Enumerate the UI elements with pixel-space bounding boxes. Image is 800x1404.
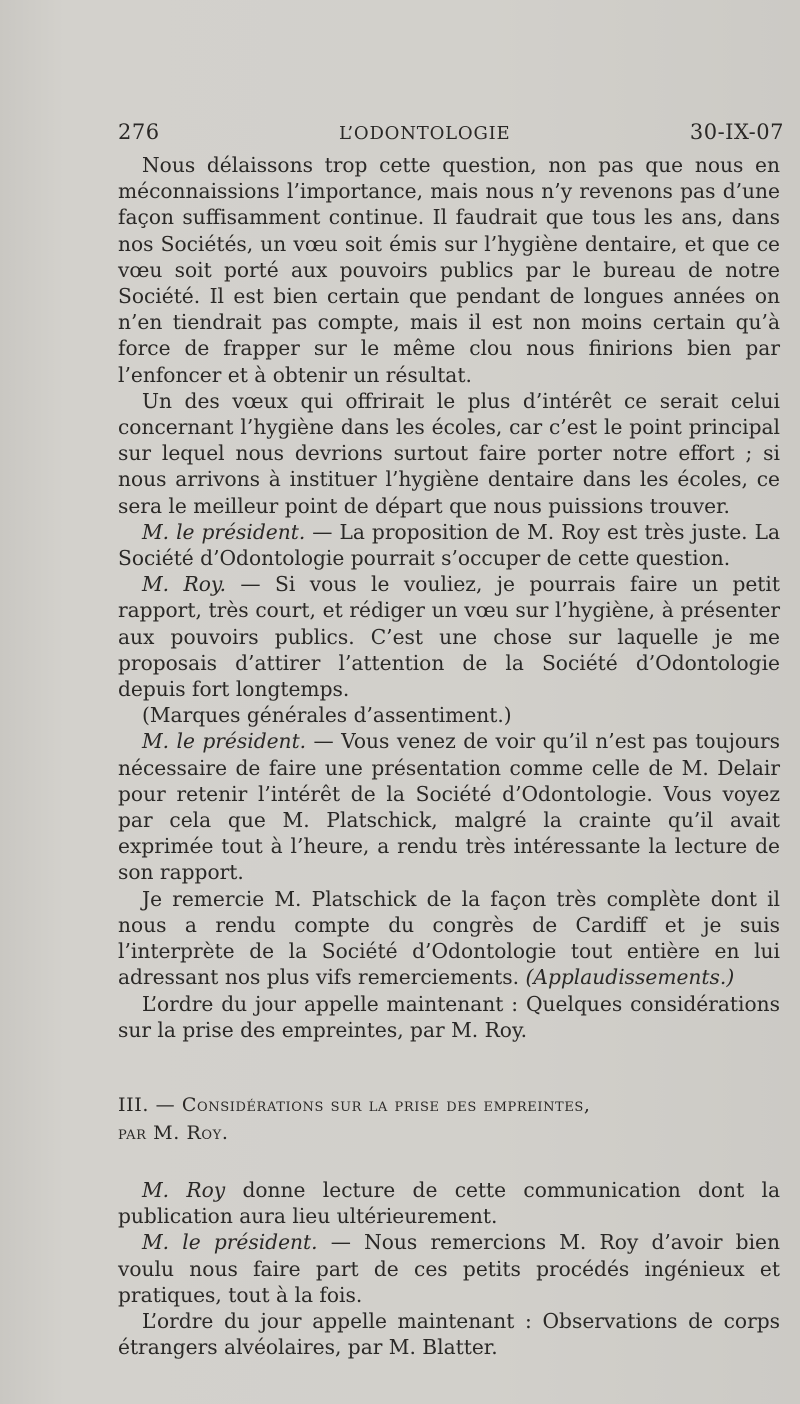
paragraph: M. Roy. — Si vous le vouliez, je pourrais faire un petit rapport, très court, et rédiger un vœu sur l’hygiène, à présenter aux pouvoirs publics. C’est une chose sur laquelle je me proposais d’attirer l’attention de la Société d’Odontologie depuis fort longtemps. — [118, 572, 780, 702]
paragraph: M. le président. — Vous venez de voir qu’il n’est pas toujours nécessaire de faire une présentation comme celle de M. Delair pour retenir l’intérêt de la Société d’Odontologie. Vous voyez par cela que M. Platschick, malgré la crainte qu’il avait exprimée tout à l’heure, a rendu très intéressante la lecture de son rapport. — [118, 729, 780, 885]
issue-date: 30-IX-07 — [689, 120, 784, 144]
section-heading-line2: par M. Roy. — [118, 1121, 229, 1144]
paragraph: Nous délaissons trop cette question, non pas que nous en méconnaissions l’importance, mais nous n’y revenons pas d’une façon suffisamment continue. Il faudrait que tous les ans, dans nos Sociétés, un vœu soit émis sur l’hygiène dentaire, et que ce vœu soit porté aux pouvoirs publics par le bureau de notre Société. Il est bien certain que pendant de longues années on n’en tiendrait pas compte, mais il est non moins certain qu’à force de frapper sur le même clou nous finirions bien par l’enfoncer et à obtenir un résultat. — [118, 153, 780, 387]
page-number: 276 — [118, 120, 160, 144]
paragraph: Un des vœux qui offrirait le plus d’intérêt ce serait celui concernant l’hygiène dans les écoles, car c’est le point principal sur lequel nous devrions surtout faire porter notre effort ; si nous arrivons à instituer l’hygiène dentaire dans les écoles, ce sera le meilleur point de départ que nous puissions trouver. — [118, 388, 780, 518]
paragraph: Je remercie M. Platschick de la façon très complète dont il nous a rendu compte du congrès de Cardiff et je suis l’interprète de la Société d’Odontologie tout entière en lui adressant nos plus vifs remerciements. (Applaudissements.) — [118, 886, 780, 990]
paragraph: L’ordre du jour appelle maintenant : Observations de corps étrangers alvéolaires, par M. Blatter. — [118, 1308, 780, 1360]
paragraph: M. le président. — La proposition de M. Roy est très juste. La Société d’Odontologie pourrait s’occuper de cette question. — [118, 519, 781, 571]
paragraph: M. Roy donne lecture de cette communication dont la publication aura lieu ultérieurement. — [118, 1177, 780, 1229]
section-heading — [118, 1091, 780, 1147]
paragraph: M. le président. — Nous remercions M. Roy d’avoir bien voulu nous faire part de ces petits procédés ingénieux et pratiques, tout à la fois. — [118, 1230, 780, 1307]
paragraph: L’ordre du jour appelle maintenant : Quelques considérations sur la prise des empreintes, par M. Roy. — [118, 991, 780, 1042]
applause-note: (Applaudissements.) — [519, 965, 735, 990]
section-heading-line1: III. — Considérations sur la prise des empreintes, — [118, 1093, 591, 1116]
speaker: M. Roy — [142, 1177, 226, 1202]
speaker: M. le président. — [142, 519, 306, 544]
speaker: M. Roy. — [142, 572, 226, 597]
speaker: M. le président. — [142, 729, 307, 754]
journal-title: L’ODONTOLOGIE — [338, 123, 511, 144]
running-header — [118, 120, 784, 144]
speaker: M. le président. — [142, 1230, 318, 1255]
paragraph: (Marques générales d’assentiment.) — [142, 703, 512, 728]
body-text — [118, 152, 780, 1360]
